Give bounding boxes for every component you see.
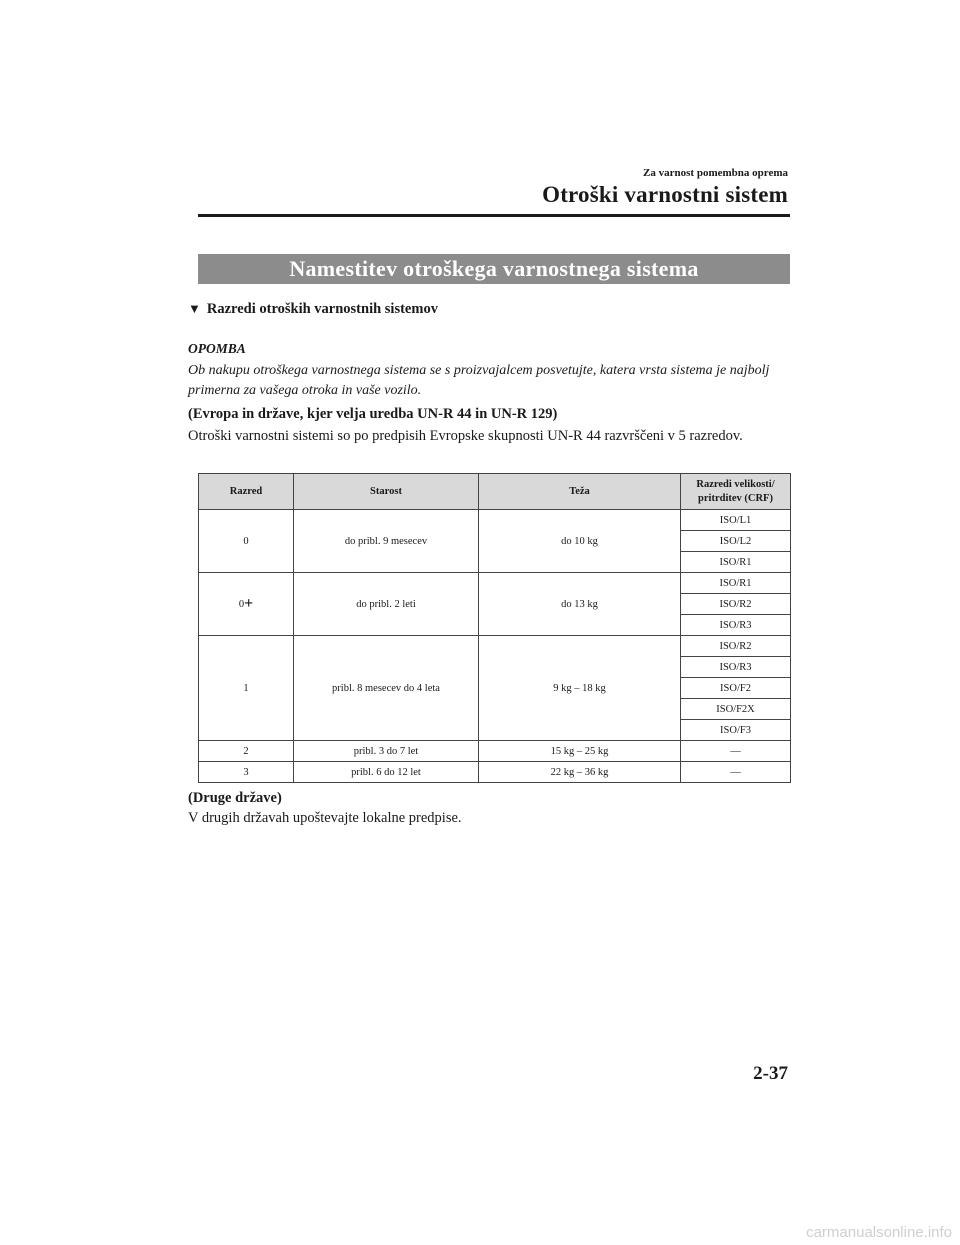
cell-class [199, 636, 294, 741]
plus-icon: + [244, 595, 254, 612]
cell-weight: do 13 kg [479, 573, 681, 636]
cell-weight: 22 kg – 36 kg [479, 762, 681, 783]
header-age: Starost [294, 474, 479, 510]
cell-size-class: ISO/L1 [681, 510, 791, 531]
cell-size-class: ISO/R3 [681, 657, 791, 678]
table-row [199, 636, 791, 657]
cell-size-class: ISO/F3 [681, 720, 791, 741]
cell-size-class: ISO/F2 [681, 678, 791, 699]
class-value: 2 [243, 745, 249, 757]
watermark: carmanualsonline.info [806, 1224, 952, 1241]
region-title: (Evropa in države, kjer velja uredba UN-R 44 in UN-R 129) [188, 406, 558, 422]
chapter-title: Otroški varnostni sistem [542, 182, 788, 207]
table-header-row [199, 474, 791, 510]
child-restraint-classes-table [198, 473, 791, 783]
cell-size-class: ISO/R1 [681, 552, 791, 573]
note-text: Ob nakupu otroškega varnostnega sistema se s proizvajalcem posvetujte, katera vrsta sistema je najbolj primerna za vašega otroka in vaše vozilo. [188, 363, 770, 398]
cell-age: do pribl. 2 leti [294, 573, 479, 636]
cell-size-class: ISO/R3 [681, 615, 791, 636]
cell-size-class: ISO/R2 [681, 594, 791, 615]
cell-class [199, 762, 294, 783]
other-countries-text: V drugih državah upoštevajte lokalne predpise. [188, 810, 462, 826]
section-title: Za varnost pomembna oprema [643, 167, 788, 179]
header-size-class: Razredi velikosti/ pritrditev (CRF) [681, 474, 791, 510]
table-row [199, 573, 791, 594]
cell-class [199, 573, 294, 636]
section-banner: Namestitev otroškega varnostnega sistema [198, 254, 790, 284]
cell-class [199, 510, 294, 573]
table-body [199, 510, 791, 783]
header-rule [198, 214, 790, 217]
cell-weight: 15 kg – 25 kg [479, 741, 681, 762]
class-value: 1 [243, 682, 249, 694]
cell-age: pribl. 6 do 12 let [294, 762, 479, 783]
table-row [199, 762, 791, 783]
header-class: Razred [199, 474, 294, 510]
other-countries-title: (Druge države) [188, 790, 282, 806]
subheading [188, 301, 438, 318]
cell-weight: 9 kg – 18 kg [479, 636, 681, 741]
page-number: 2-37 [753, 1063, 788, 1084]
table-row [199, 510, 791, 531]
cell-age: pribl. 3 do 7 let [294, 741, 479, 762]
cell-weight: do 10 kg [479, 510, 681, 573]
intro-text: Otroški varnostni sistemi so po predpisih Evropske skupnosti UN-R 44 razvrščeni v 5 razredov. [188, 428, 743, 444]
cell-size-class: ISO/R1 [681, 573, 791, 594]
class-value: 0 [238, 599, 245, 610]
cell-size-class: ― [681, 762, 791, 783]
cell-size-class: ― [681, 741, 791, 762]
subheading-text: Razredi otroških varnostnih sistemov [206, 301, 438, 317]
cell-age: pribl. 8 mesecev do 4 leta [294, 636, 479, 741]
cell-size-class: ISO/L2 [681, 531, 791, 552]
cell-age: do pribl. 9 mesecev [294, 510, 479, 573]
table-row [199, 741, 791, 762]
class-value: 0 [243, 535, 249, 547]
note-title: OPOMBA [188, 341, 246, 356]
cell-size-class: ISO/F2X [681, 699, 791, 720]
class-value: 3 [243, 766, 249, 778]
cell-class [199, 741, 294, 762]
header-weight: Teža [479, 474, 681, 510]
triangle-down-icon: ▼ [188, 301, 201, 316]
cell-size-class: ISO/R2 [681, 636, 791, 657]
